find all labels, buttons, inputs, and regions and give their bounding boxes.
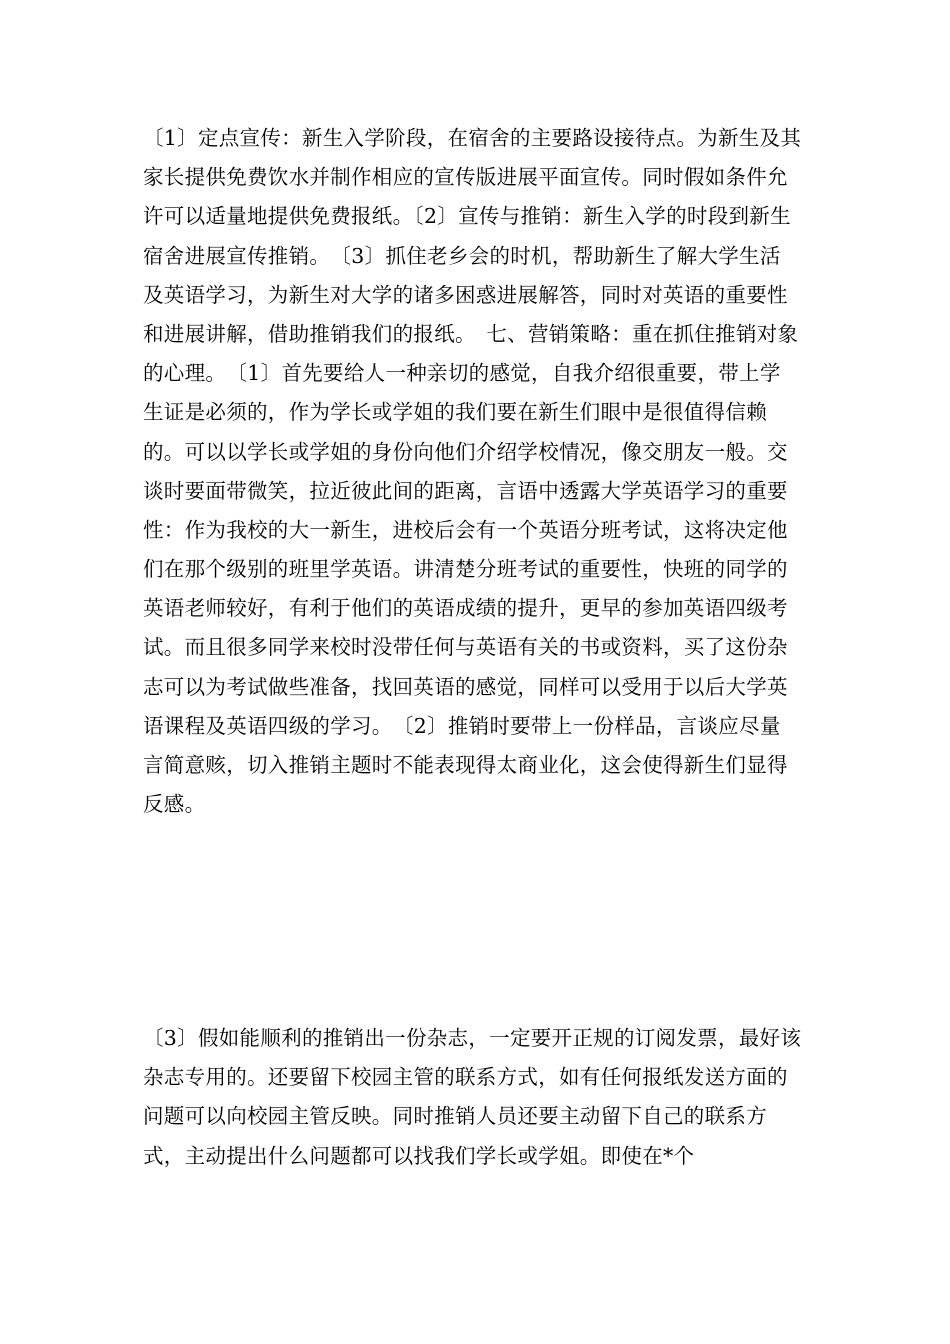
text-line: 问题可以向校园主管反映。同时推销人员还要主动留下自己的联系方 bbox=[143, 1104, 767, 1129]
paragraph-1 bbox=[143, 119, 823, 824]
text-line: 宿舍进展宣传推销。 〔3〕抓住老乡会的时机，帮助新生了解大学生活 bbox=[143, 243, 781, 268]
text-line: 语课程及英语四级的学习。 〔2〕推销时要带上一份样品，言谈应尽量 bbox=[143, 713, 781, 738]
text-line: 们在那个级别的班里学英语。讲清楚分班考试的重要性，快班的同学的 bbox=[143, 557, 788, 582]
text-line: 〔1〕定点宣传：新生入学阶段，在宿舍的主要路设接待点。为新生及其 bbox=[143, 126, 802, 150]
text-line: 许可以适量地提供免费报纸。〔2〕宣传与推销：新生入学的时段到新生 bbox=[143, 204, 791, 229]
text-line: 志可以为考试做些准备，找回英语的感觉，同样可以受用于以后大学英 bbox=[143, 674, 788, 699]
text-line: 的心理。 〔1〕首先要给人一种亲切的感觉，自我介绍很重要，带上学 bbox=[143, 361, 781, 386]
text-line: 家长提供免费饮水并制作相应的宣传版进展平面宣传。同时假如条件允 bbox=[143, 165, 788, 190]
text-line: 反感。 bbox=[143, 792, 206, 817]
text-line: 言简意赅，切入推销主题时不能表现得太商业化，这会使得新生们显得 bbox=[143, 753, 788, 777]
text-line: 试。而且很多同学来校时没带任何与英语有关的书或资料，买了这份杂 bbox=[143, 635, 788, 660]
text-line: 杂志专用的。还要留下校园主管的联系方式，如有任何报纸发送方面的 bbox=[143, 1065, 788, 1090]
text-line: 〔3〕假如能顺利的推销出一份杂志，一定要开正规的订阅发票，最好该 bbox=[143, 1026, 802, 1050]
text-line: 英语老师较好，有利于他们的英语成绩的提升，更早的参加英语四级考 bbox=[143, 596, 788, 621]
text-line: 生证是必须的，作为学长或学姐的我们要在新生们眼中是很值得信赖 bbox=[143, 400, 767, 425]
paragraph-2 bbox=[143, 1019, 823, 1176]
text-line: 性：作为我校的大一新生，进校后会有一个英语分班考试，这将决定他 bbox=[143, 517, 788, 542]
text-line: 谈时要面带微笑，拉近彼此间的距离，言语中透露大学英语学习的重要 bbox=[143, 478, 788, 503]
text-line: 式，主动提出什么问题都可以找我们学长或学姐。即使在*个 bbox=[143, 1143, 695, 1168]
text-line: 和进展讲解，借助推销我们的报纸。 七、营销策略：重在抓住推销对象 bbox=[143, 321, 799, 346]
text-line: 的。可以以学长或学姐的身份向他们介绍学校情况，像交朋友一般。交 bbox=[143, 439, 788, 464]
text-line: 及英语学习，为新生对大学的诸多困惑进展解答，同时对英语的重要性 bbox=[143, 282, 788, 307]
